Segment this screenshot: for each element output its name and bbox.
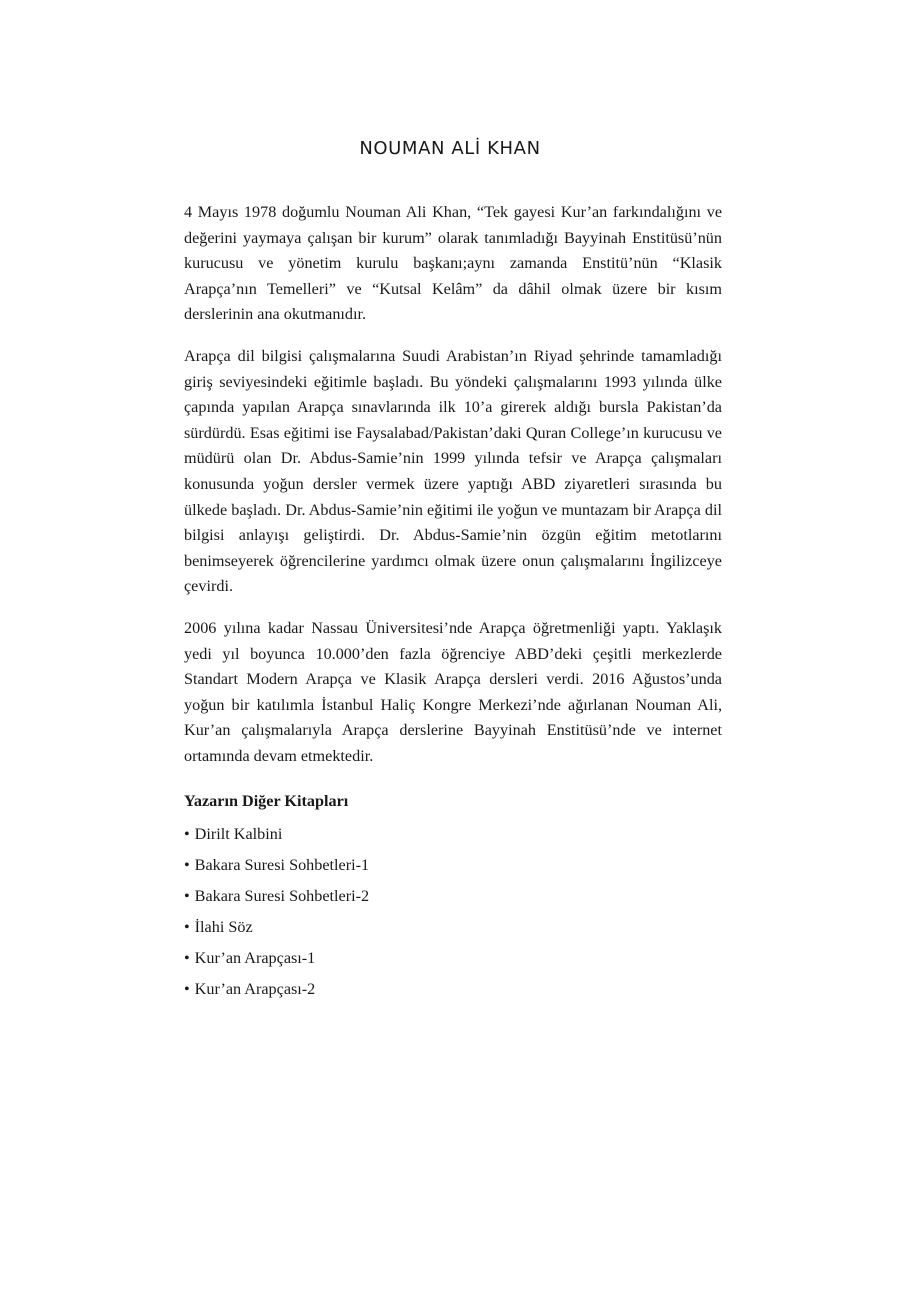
book-title: Kur’an Arapçası-2 bbox=[194, 980, 316, 999]
biography-paragraph-3: 2006 yılına kadar Nassau Üniversitesi’nde Arapça öğretmenliği yaptı. Yaklaşık yedi yıl boyunca 10.000’den fazla öğrenciye ABD’deki çeşitli merkezlerde Standart Modern Arapça ve Klasik Arapça dersleri verdi. 2016 Ağustos’unda yoğun bir katılımla İstanbul Haliç Kongre Merkezi’nde ağırlanan Nouman Ali, Kur’an çalışmalarıyla Arapça derslerine Bayyinah Enstitüsü’nde ve internet ortamında devam etmektedir. bbox=[184, 618, 722, 765]
book-list-item bbox=[184, 943, 722, 974]
book-title: Dirilt Kalbini bbox=[194, 825, 283, 844]
bullet-icon: • bbox=[184, 856, 190, 875]
bullet-icon: • bbox=[184, 918, 190, 937]
bullet-icon: • bbox=[184, 825, 190, 844]
biography-paragraph-2: Arapça dil bilgisi çalışmalarına Suudi Arabistan’ın Riyad şehrinde tamamladığı giriş seviyesindeki eğitimle başladı. Bu yöndeki çalışmalarını 1993 yılında ülke çapında yapılan Arapça sınavlarında ilk 10’a girerek aldığı bursla Pakistan’da sürdürdü. Esas eğitimi ise Faysalabad/Pakistan’daki Quran College’ın kurucusu ve müdürü olan Dr. Abdus-Samie’nin 1999 yılında tefsir ve Arapça çalışmaları konusunda yoğun dersler vermek üzere yaptığı ABD ziyaretleri sırasında bu ülkede başladı. Dr. Abdus-Samie’nin eğitimi ile yoğun ve muntazam bir Arapça dil bilgisi anlayışı geliştirdi. Dr. Abdus-Samie’nin özgün eğitim metotlarını benimseyerek öğrencilerine yardımcı olmak üzere onun çalışmalarını İngilizceye çevirdi. bbox=[184, 346, 722, 596]
bullet-icon: • bbox=[184, 949, 190, 968]
book-title: Bakara Suresi Sohbetleri-2 bbox=[194, 887, 370, 906]
biography-text bbox=[184, 200, 722, 1005]
book-list-item bbox=[184, 881, 722, 912]
other-books-list bbox=[184, 819, 722, 1005]
book-title: İlahi Söz bbox=[194, 918, 253, 937]
bullet-icon: • bbox=[184, 887, 190, 906]
book-title: Kur’an Arapçası-1 bbox=[194, 949, 316, 968]
book-list-item bbox=[184, 819, 722, 850]
book-list-item bbox=[184, 850, 722, 881]
author-name-heading: NOUMAN ALİ KHAN bbox=[359, 138, 541, 159]
book-list-item bbox=[184, 974, 722, 1005]
other-books-heading: Yazarın Diğer Kitapları bbox=[184, 792, 349, 811]
bullet-icon: • bbox=[184, 980, 190, 999]
biography-paragraph-1: 4 Mayıs 1978 doğumlu Nouman Ali Khan, “Tek gayesi Kur’an farkındalığını ve değerini yaymaya çalışan bir kurum” olarak tanımladığı Bayyinah Enstitüsü’nün kurucusu ve yönetim kurulu başkanı;aynı zamanda Enstitü’nün “Klasik Arapça’nın Temelleri” ve “Kutsal Kelâm” da dâhil olmak üzere bir kısım derslerinin ana okutmanıdır. bbox=[184, 203, 722, 324]
book-title: Bakara Suresi Sohbetleri-1 bbox=[194, 856, 370, 875]
book-list-item bbox=[184, 912, 722, 943]
